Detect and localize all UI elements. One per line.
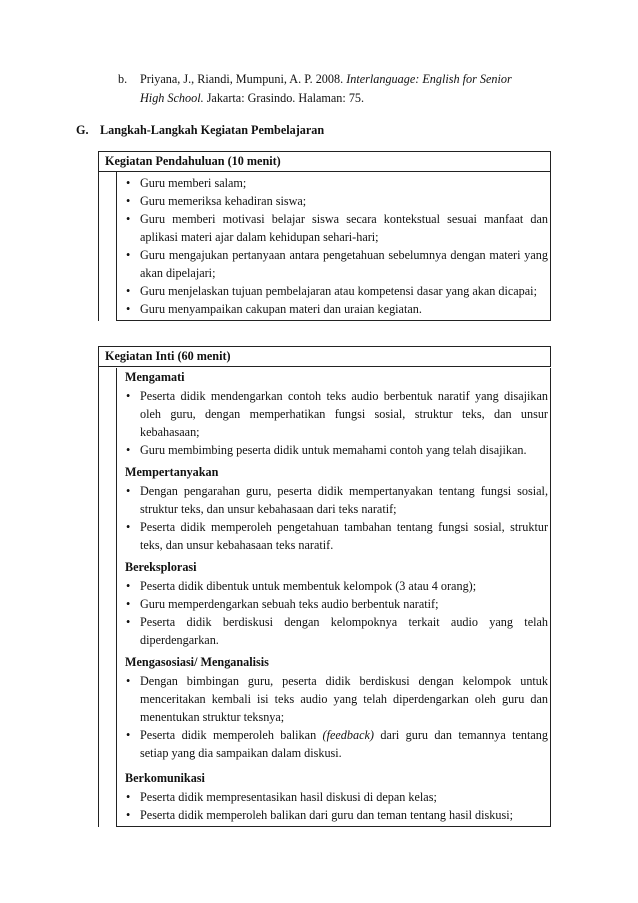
section-heading (76, 123, 324, 138)
list-item: • Guru menjelaskan tujuan pembelajaran atau kompetensi dasar yang akan dicapai; (125, 282, 550, 300)
list-item: • Guru memberi motivasi belajar siswa secara kontekstual sesuai manfaat dan aplikasi materi ajar dalam kehidupan sehari-hari; (125, 210, 550, 246)
asosiasi-item2-pre: Peserta didik memperoleh balikan (140, 728, 323, 742)
list-item: • Guru memeriksa kehadiran siswa; (125, 192, 550, 210)
list-item: • Guru memberi salam; (125, 174, 550, 192)
inti-body (116, 368, 551, 827)
list-item: • Guru mengajukan pertanyaan antara pengetahuan sebelumnya dengan materi yang akan dipelajari; (125, 246, 550, 282)
menanya-title: Mempertanyakan (125, 465, 219, 479)
list-item: • Peserta didik berdiskusi dengan kelompoknya terkait audio yang telah diperdengarkan. (125, 613, 550, 649)
list-item: • Dengan pengarahan guru, peserta didik mempertanyakan tentang fungsi sosial, struktur teks, dan unsur kebahasaan dari teks naratif; (125, 482, 550, 518)
reference-text-line2 (118, 89, 562, 108)
reference-title-part2: High School. (140, 91, 204, 105)
reference-publisher: Jakarta: Grasindo. Halaman: 75. (203, 91, 365, 105)
eksplorasi-list (125, 577, 550, 649)
komunikasi-title: Berkomunikasi (125, 771, 205, 785)
list-item: • Peserta didik mendengarkan contoh teks audio berbentuk naratif yang disajikan oleh guru, dengan memperhatikan fungsi sosial, struktur teks, dan unsur kebahasaan; (125, 387, 550, 441)
list-item: • Peserta didik mempresentasikan hasil diskusi di depan kelas; (125, 788, 550, 806)
reference-entry (118, 70, 562, 108)
list-item (125, 726, 550, 762)
list-item: • Guru membimbing peserta didik untuk memahami contoh yang telah disajikan. (125, 441, 550, 459)
mengamati-list (125, 387, 550, 459)
pendahuluan-body (116, 172, 551, 321)
reference-title-part1: Interlanguage: English for Senior (346, 72, 512, 86)
reference-label: b. (118, 72, 128, 86)
asosiasi-item2-post: dari guru dan temannya tentang setiap yang dia sampaikan dalam diskusi. (140, 728, 548, 760)
reference-text-line1 (140, 70, 512, 89)
pendahuluan-box (98, 151, 551, 321)
list-item: • Peserta didik memperoleh balikan dari guru dan teman tentang hasil diskusi; (125, 806, 550, 824)
feedback-term: (feedback) (322, 728, 374, 742)
reference-authors: Priyana, J., Riandi, Mumpuni, A. P. 2008. (140, 72, 347, 86)
inti-box (98, 346, 551, 827)
list-item: • Peserta didik memperoleh pengetahuan tambahan tentang fungsi sosial, struktur teks, dan unsur kebahasaan teks naratif. (125, 518, 550, 554)
asosiasi-title: Mengasosiasi/ Menganalisis (125, 655, 269, 669)
mengamati-title: Mengamati (125, 370, 185, 384)
eksplorasi-title: Bereksplorasi (125, 560, 197, 574)
list-item: • Guru menyampaikan cakupan materi dan uraian kegiatan. (125, 300, 550, 318)
pendahuluan-list (125, 174, 550, 318)
asosiasi-list (125, 672, 550, 762)
section-title: Langkah-Langkah Kegiatan Pembelajaran (100, 123, 325, 137)
list-item: • Guru memperdengarkan sebuah teks audio berbentuk naratif; (125, 595, 550, 613)
pendahuluan-heading: Kegiatan Pendahuluan (10 menit) (99, 151, 551, 172)
list-item: • Peserta didik dibentuk untuk membentuk kelompok (3 atau 4 orang); (125, 577, 550, 595)
inti-heading: Kegiatan Inti (60 menit) (99, 346, 551, 367)
komunikasi-list (125, 788, 550, 824)
section-number: G. (76, 123, 89, 137)
menanya-list (125, 482, 550, 554)
list-item: • Dengan bimbingan guru, peserta didik berdiskusi dengan kelompok untuk menceritakan kembali isi teks audio yang telah diperdengarkan oleh guru dan menentukan struktur teksnya; (125, 672, 550, 726)
